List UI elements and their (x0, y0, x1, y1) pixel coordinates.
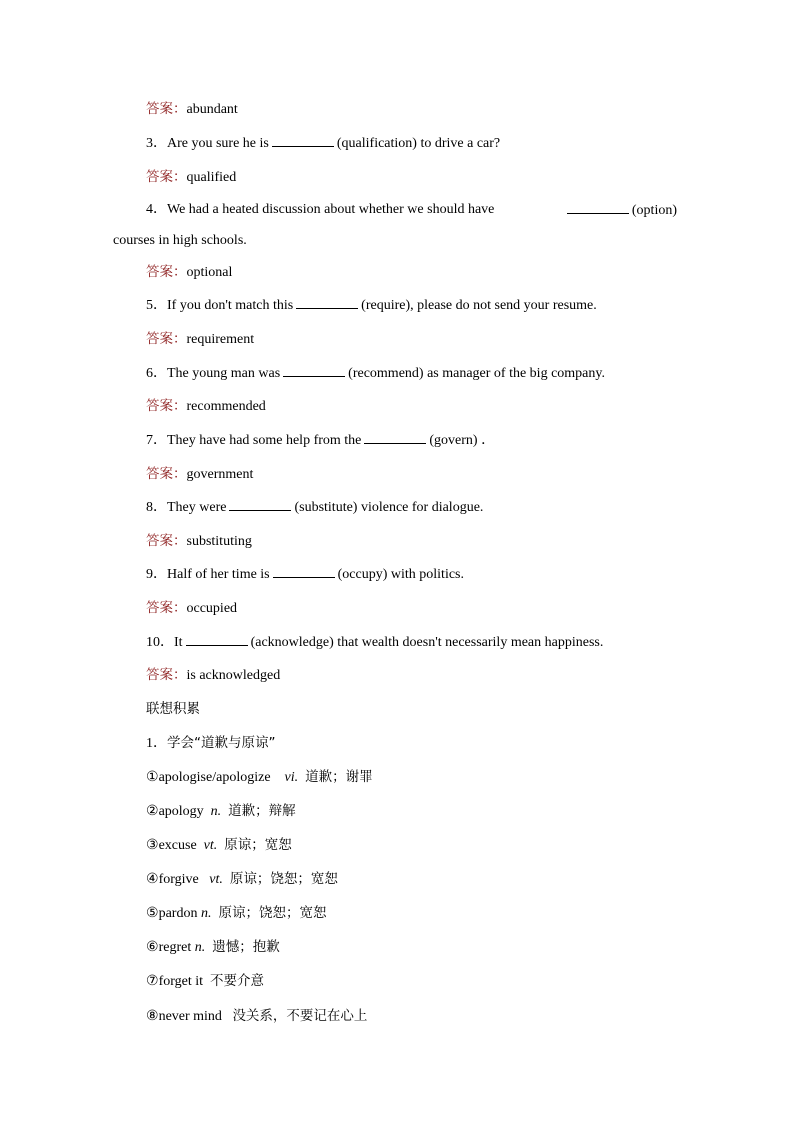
question-9 (146, 565, 464, 584)
item-marker: ② (146, 804, 159, 819)
vocab-item (146, 904, 326, 923)
vocab-meaning: 没关系，不要记在心上 (232, 1008, 368, 1024)
answer-line-5 (146, 330, 254, 349)
item-marker: ⑧ (146, 1009, 159, 1024)
vocab-meaning: 不要介意 (210, 973, 265, 989)
answer-text: optional (186, 265, 233, 280)
question-hint: (option) (631, 203, 677, 218)
question-4 (146, 201, 677, 220)
item-marker: ⑥ (146, 940, 159, 955)
question-6 (146, 364, 605, 383)
blank-line (364, 431, 426, 444)
question-number: 9． (146, 567, 167, 582)
item-marker: ④ (146, 872, 159, 887)
vocab-meaning: 原谅；饶恕；宽恕 (218, 905, 327, 921)
part-of-speech: n. (194, 940, 206, 955)
part-of-speech: vi. (284, 770, 299, 785)
vocab-word: forget it (158, 974, 204, 989)
question-text: Half of her time is (167, 567, 270, 582)
question-number: 8． (146, 500, 167, 515)
part-of-speech: vt. (209, 872, 223, 887)
vocab-item (146, 938, 280, 957)
question-hint: (occupy) with politics. (337, 567, 465, 582)
answer-line-6 (146, 397, 266, 416)
part-of-speech: n. (210, 804, 222, 819)
question-text: They have had some help from the (167, 433, 362, 448)
answer-label: 答案： (146, 331, 187, 347)
vocab-word: forgive (158, 872, 199, 887)
answer-label: 答案： (146, 533, 187, 549)
answer-text: recommended (186, 399, 266, 414)
vocab-word: regret (158, 940, 192, 955)
question-number: 4． (146, 202, 167, 217)
answer-line-9 (146, 599, 237, 618)
vocab-meaning: 原谅；宽恕 (224, 837, 292, 853)
answer-text: is acknowledged (186, 668, 281, 683)
answer-label: 答案： (146, 169, 187, 185)
question-number: 3． (146, 136, 167, 151)
blank-line (567, 201, 629, 214)
blank-line (272, 134, 334, 147)
answer-line-7 (146, 465, 253, 484)
subsection-text: 学会“道歉与原谅” (167, 735, 276, 751)
item-marker: ① (146, 770, 159, 785)
vocab-word: pardon (158, 906, 198, 921)
answer-text: requirement (186, 332, 255, 347)
question-number: 10． (146, 635, 174, 650)
answer-text: qualified (186, 170, 237, 185)
item-marker: ⑦ (146, 974, 159, 989)
vocab-word: excuse (158, 838, 197, 853)
answer-line-8 (146, 532, 252, 551)
blank-line (283, 364, 345, 377)
answer-line-2 (146, 100, 238, 119)
answer-label: 答案： (146, 667, 187, 683)
vocab-meaning: 原谅；饶恕；宽恕 (229, 871, 338, 887)
question-3 (146, 134, 500, 153)
question-text: We had a heated discussion about whether we should have (167, 202, 495, 217)
vocab-meaning: 道歉；谢罪 (305, 769, 373, 785)
question-10 (146, 633, 603, 652)
question-hint: (govern) ． (429, 433, 496, 448)
blank-line (229, 498, 291, 511)
answer-line-3 (146, 168, 236, 187)
question-text: They were (167, 500, 227, 515)
question-text: The young man was (167, 366, 281, 381)
subsection-title (146, 734, 276, 753)
vocab-item (146, 972, 264, 991)
question-hint: (substitute) violence for dialogue. (294, 500, 484, 515)
vocab-meaning: 道歉；辩解 (228, 803, 296, 819)
answer-line-10 (146, 666, 280, 685)
answer-text: substituting (186, 534, 252, 549)
blank-line (186, 633, 248, 646)
answer-label: 答案： (146, 101, 187, 117)
question-8 (146, 498, 483, 517)
answer-label: 答案： (146, 264, 187, 280)
answer-text: occupied (186, 601, 238, 616)
question-text: If you don't match this (167, 298, 294, 313)
question-7 (146, 431, 495, 450)
subsection-number: 1． (146, 736, 167, 751)
part-of-speech: vt. (203, 838, 218, 853)
answer-text: government (186, 467, 254, 482)
question-hint: (require), please do not send your resume. (361, 298, 597, 313)
question-text: It (174, 635, 183, 650)
vocab-word: apology (158, 804, 204, 819)
item-marker: ③ (146, 838, 159, 853)
question-number: 5． (146, 298, 167, 313)
section-title: 联想积累 (146, 701, 200, 717)
vocab-word: never mind (158, 1009, 222, 1024)
question-number: 7． (146, 433, 167, 448)
vocab-item (146, 768, 373, 787)
vocab-item (146, 870, 338, 889)
answer-label: 答案： (146, 466, 187, 482)
question-hint: (qualification) to drive a car? (336, 136, 501, 151)
vocab-word: apologise/apologize (158, 770, 271, 785)
vocab-meaning: 遗憾；抱歉 (212, 939, 280, 955)
vocab-item (146, 1007, 367, 1026)
vocab-item (146, 802, 296, 821)
question-4-continued: courses in high schools. (113, 233, 247, 248)
question-hint: (acknowledge) that wealth doesn't necessarily mean happiness. (250, 635, 604, 650)
part-of-speech: n. (200, 906, 212, 921)
question-number: 6． (146, 366, 167, 381)
question-hint: (recommend) as manager of the big company. (348, 366, 605, 381)
answer-text: abundant (186, 102, 238, 117)
question-text: Are you sure he is (167, 136, 269, 151)
answer-label: 答案： (146, 600, 187, 616)
question-5 (146, 296, 597, 315)
item-marker: ⑤ (146, 906, 159, 921)
answer-label: 答案： (146, 398, 187, 414)
blank-line (273, 565, 335, 578)
blank-line (296, 296, 358, 309)
answer-line-4 (146, 263, 232, 282)
vocab-item (146, 836, 292, 855)
